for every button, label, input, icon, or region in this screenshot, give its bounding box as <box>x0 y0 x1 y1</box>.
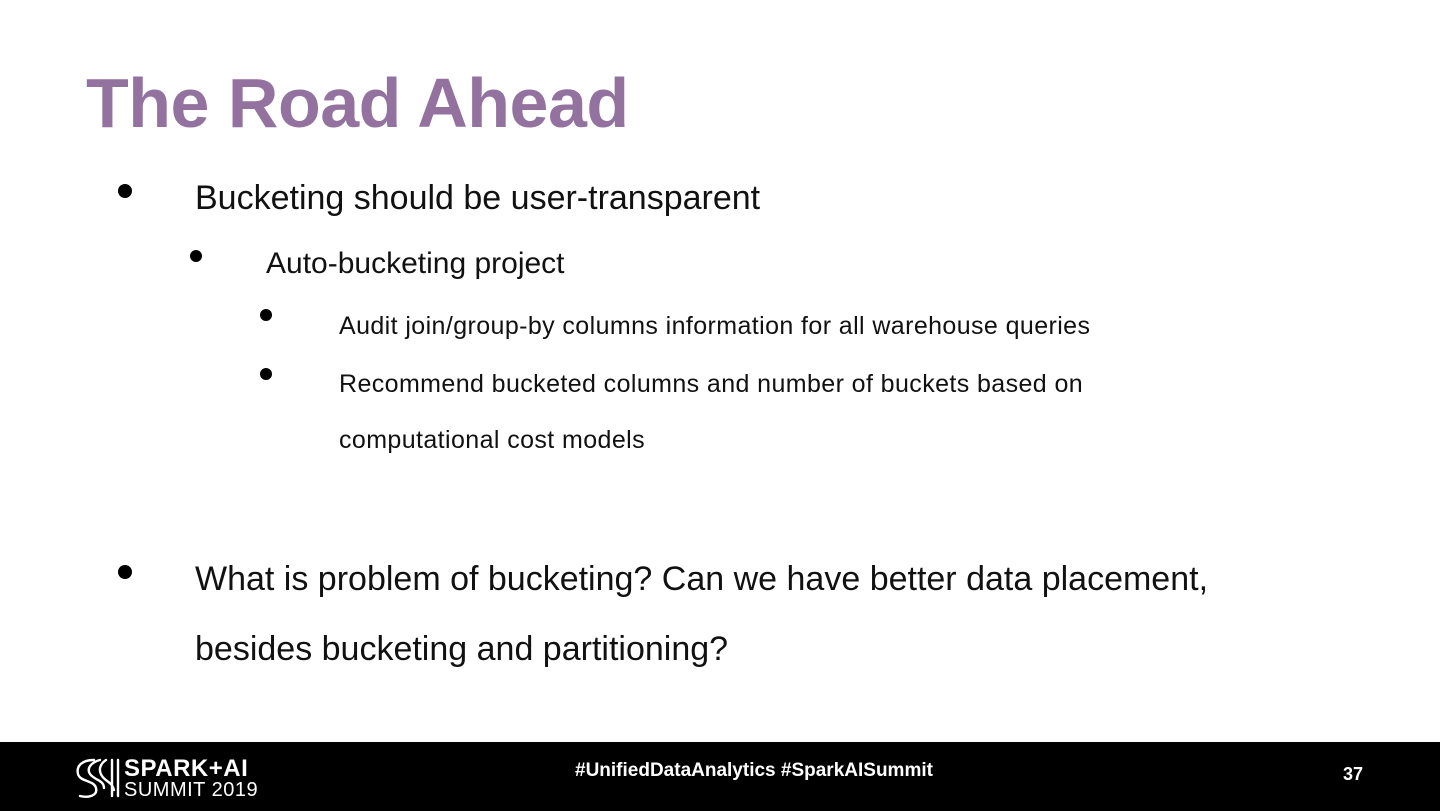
bullet-text-line2: besides bucketing and partitioning? <box>195 630 729 668</box>
spark-ai-summit-logo <box>72 756 272 800</box>
footer-bar <box>0 742 1440 811</box>
spark-ai-logo-icon <box>72 756 120 800</box>
slide-title: The Road Ahead <box>86 64 629 142</box>
bullet-dot-icon <box>260 309 272 321</box>
bullet-text-line2: computational cost models <box>339 426 645 454</box>
page-number: 37 <box>1343 764 1364 784</box>
logo-text-spark-ai: SPARK+AI <box>124 755 249 782</box>
bullet-text: Auto-bucketing project <box>266 247 565 280</box>
bullet-dot-icon <box>118 565 132 579</box>
footer-hashtags: #UnifiedDataAnalytics #SparkAISummit <box>575 760 933 781</box>
bullet-dot-icon <box>260 368 272 380</box>
bullet-text-line1: Recommend bucketed columns and number of buckets based on <box>339 370 1084 398</box>
bullet-text-line1: What is problem of bucketing? Can we have better data placement, <box>195 560 1209 598</box>
bullet-text: Bucketing should be user-transparent <box>195 179 761 217</box>
bullet-dot-icon <box>118 184 132 198</box>
bullet-dot-icon <box>190 250 202 262</box>
bullet-text: Audit join/group-by columns information for all warehouse queries <box>339 312 1091 340</box>
logo-text-summit: SUMMIT 2019 <box>124 779 259 801</box>
